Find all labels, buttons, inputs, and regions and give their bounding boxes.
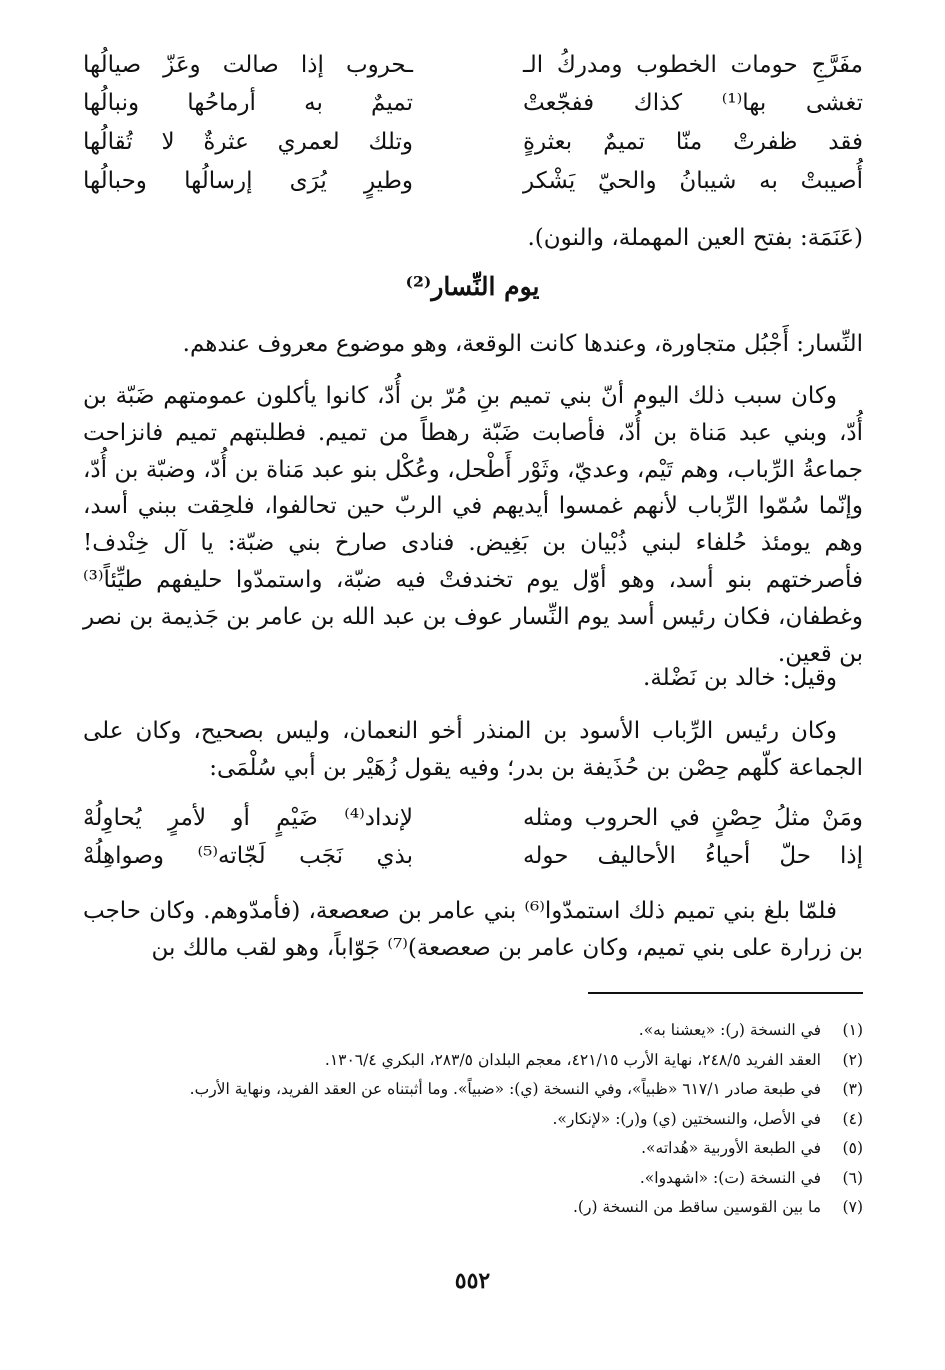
footnote: [73, 1134, 863, 1164]
footnote: [73, 1075, 863, 1105]
footnote: [73, 1164, 863, 1194]
verse-first-hemistich: فقد ظفرتْ منّا تميمٌ بعثرةٍ: [523, 129, 863, 155]
footnotes: [73, 1016, 863, 1223]
footnote-number: (٧): [842, 1198, 863, 1216]
verse-first-hemistich: أُصيبتْ به شيبانُ والحيّ يَشْكر: [523, 168, 863, 194]
verse-line: [83, 841, 863, 871]
page-number: ٥٥٢: [454, 1268, 491, 1294]
verse-line: [83, 166, 863, 196]
verse-first-hemistich: إذا حلّ أحياءُ الأحاليف حوله: [523, 843, 863, 869]
verse-second-hemistich: وتلك لعمري عثرةٌ لا تُقالُها: [83, 129, 413, 155]
paragraph: وكان سبب ذلك اليوم أنّ بني تميم بنِ مُرّ بن أُدّ، كانوا يأكلون عمومتهم ضَبّة بن أُدّ، وبني عبد مَناة بن أُدّ، فأصابت ضَبّة رهطاً من تميم. فطلبتهم تميم فانزاحت جماعةُ الرِّباب، وهم تَيْم، وعديّ، وثَوْر أَطْحل، وعُكْل بنو عبد مَناة بن أُدّ، وضبّة بن أُدّ، وإنّما سُمّوا الرِّباب لأنهم غمسوا أيديهم في الربّ حين تحالفوا، فلحِقت ببني أسد، وهم يومئذ حُلفاء لبني ذُبْيان بن بَغِيض. فنادى صارخ بني ضبّة: يا آل خِنْدف! فأصرختهم بنو أسد، وهو أوّل يوم تخندفتْ فيه ضبّة، واستمدّوا حليفهم طيِّئاً⁽³⁾ وغطفان، فكان رئيس أسد يوم النِّسار عوف بن عبد الله بن عامر بن جَذيمة بن نصر بن قعين.: [83, 383, 863, 667]
footnote-text: في طبعة صادر ٦١٧/١ «ظبياً»، وفي النسخة (ي): «ضبياً». وما أثبتناه عن العقد الفريد، ونهاية الأرب.: [189, 1080, 821, 1098]
verse-first-hemistich: ومَنْ مثلُ حِصْنٍ في الحروب ومثله: [523, 805, 863, 831]
footnote-text: في النسخة (ر): «يعشنا به».: [638, 1021, 821, 1039]
paragraph: فلمّا بلغ بني تميم ذلك استمدّوا⁽⁶⁾ بني عامر بن صعصعة، (فأمدّوهم. وكان حاجب بن زرارة على بني تميم، وكان عامر بن صعصعة)⁽⁷⁾ جَوّاباً، وهو لقب مالك بن: [83, 898, 863, 961]
footnote-text: في النسخة (ت): «اشهدوا».: [639, 1168, 821, 1187]
footnote-text: في الطبعة الأوربية «هُداته».: [641, 1139, 821, 1157]
verse-first-hemistich: تغشى بها⁽¹⁾ كذاك ففجّعتْ: [523, 90, 864, 116]
verse-second-hemistich: لإنداد⁽⁴⁾ ضَيْمٍ أو لأمرٍ يُحاوِلُهْ: [83, 805, 413, 831]
paragraph: النِّسار: أَجْبُل متجاورة، وعندها كانت الوقعة، وهو موضوع معروف عندهم.: [182, 331, 863, 357]
footnote-separator: [588, 992, 863, 994]
verse-line: [83, 50, 863, 80]
paragraph: وقيل: خالد بن نَضْلة.: [643, 665, 837, 691]
verse-second-hemistich: ـحروب إذا صالت وعَزّ صيالُها: [83, 52, 413, 78]
footnote: [73, 1046, 863, 1076]
verse-line: [83, 127, 863, 157]
footnote-text: في الأصل، والنسختين (ي) و(ر): «لإنكار».: [552, 1109, 821, 1128]
footnote-number: (٣): [842, 1080, 863, 1098]
footnote: [73, 1193, 863, 1223]
verse-second-hemistich: بذي نَجَب لَجّاته⁽⁵⁾ وصواهِلُهْ: [83, 843, 413, 869]
verse-first-hemistich: مفَرَّجِ حومات الخطوب ومدركُ الـ: [523, 52, 863, 78]
verse-second-hemistich: وطيرٍ يُرَى إرسالُها وحبالُها: [83, 168, 413, 194]
footnote-number: (١): [842, 1021, 863, 1039]
footnote-text: العقد الفريد ٢٤٨/٥، نهاية الأرب ٤٢١/١٥، معجم البلدان ٢٨٣/٥، البكري ١٣٠٦/٤.: [324, 1050, 821, 1069]
footnote-number: (٢): [842, 1050, 863, 1069]
footnote: [73, 1105, 863, 1135]
verse-line: [83, 803, 863, 833]
footnote: [73, 1016, 863, 1046]
section-heading: يوم النِّسار⁽²⁾: [405, 272, 540, 301]
footnote-number: (٥): [842, 1139, 863, 1157]
footnote-text: ما بين القوسين ساقط من النسخة (ر).: [572, 1198, 821, 1216]
footnote-number: (٤): [842, 1109, 863, 1128]
verse-line: [83, 88, 863, 118]
verse-second-hemistich: تميمٌ به أرماحُها ونبالُها: [83, 90, 413, 116]
gloss-note: (عَنَمَة: بفتح العين المهملة، والنون).: [527, 225, 863, 251]
paragraph: وكان رئيس الرِّباب الأسود بن المنذر أخو النعمان، وليس بصحيح، وكان على الجماعة كلّهم حِصْن بن حُذَيفة بن بدر؛ وفيه يقول زُهَيْر بن أبي سُلْمَى:: [83, 718, 863, 781]
footnote-number: (٦): [842, 1168, 863, 1187]
